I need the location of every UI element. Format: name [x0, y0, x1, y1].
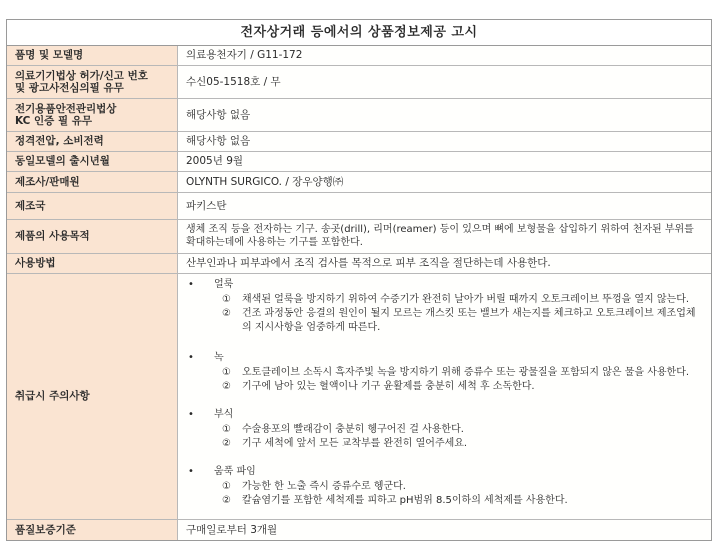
table-row — [7, 151, 711, 171]
table-row — [7, 253, 711, 273]
row-value: 해당사항 없음 — [178, 131, 712, 151]
item-number: ② — [222, 380, 231, 392]
care-section-heading: 얼룩 — [214, 278, 234, 290]
table-row — [7, 98, 711, 131]
bullet-icon: • — [188, 465, 194, 477]
care-item — [222, 366, 703, 380]
row-label: 품명 및 모델명 — [7, 46, 178, 65]
row-label: 취급시 주의사항 — [7, 273, 178, 519]
care-section-heading: 부식 — [214, 408, 234, 420]
item-number: ① — [222, 366, 231, 378]
item-number: ② — [222, 437, 231, 449]
row-value: OLYNTH SURGICO. / 장우양행㈜ — [178, 171, 712, 192]
row-label: 제조국 — [7, 192, 178, 219]
table-row — [7, 192, 711, 219]
care-item — [222, 380, 703, 394]
product-info-notice — [6, 19, 712, 541]
bullet-icon: • — [188, 408, 194, 420]
care-section — [186, 408, 703, 451]
care-section — [186, 465, 703, 508]
section-spacer — [186, 394, 703, 408]
care-item-text: 기구 세척에 앞서 모든 교착부를 완전히 열어주세요. — [242, 437, 468, 449]
row-label: 제품의 사용목적 — [7, 219, 178, 253]
row-value: 2005년 9월 — [178, 151, 712, 171]
care-item-text: 건조 과정동안 응결의 원인이 될지 모르는 개스킷 또는 밸브가 새는지를 체크하고 오토크레이브 제조업체의 지시사항을 엄중하게 따른다. — [242, 307, 696, 333]
table-row — [7, 65, 711, 98]
item-number: ① — [222, 423, 231, 435]
row-value: 구매일로부터 3개월 — [178, 519, 712, 540]
row-label: 정격전압, 소비전력 — [7, 131, 178, 151]
section-spacer — [186, 451, 703, 465]
item-number: ① — [222, 293, 231, 305]
care-item — [222, 437, 703, 451]
table-row — [7, 171, 711, 192]
row-value: 수신05-1518호 / 무 — [178, 65, 712, 98]
row-label: 동일모델의 출시년월 — [7, 151, 178, 171]
row-label: 의료기기법상 허가/신고 번호 및 광고사전심의필 유무 — [7, 65, 178, 98]
row-value: 생체 조직 등을 전자하는 기구. 송곳(drill), 리머(reamer) 등이 있으며 뼈에 보형물을 삽입하기 위하여 천자된 부위를 확대하는데에 사용하는 기구를 포함한다. — [178, 219, 712, 253]
row-label: 사용방법 — [7, 253, 178, 273]
item-number: ② — [222, 307, 231, 319]
table-row — [7, 519, 711, 540]
care-item — [222, 494, 703, 508]
item-number: ② — [222, 494, 231, 506]
care-item — [222, 480, 703, 494]
care-item — [222, 307, 703, 335]
table-row — [7, 131, 711, 151]
section-spacer — [186, 335, 703, 351]
row-value: 의료용천자기 / G11-172 — [178, 46, 712, 65]
care-item-text: 칼슘염기를 포함한 세척제를 피하고 pH범위 8.5이하의 세척제를 사용한다. — [242, 494, 568, 506]
table-row — [7, 273, 711, 519]
bullet-icon: • — [188, 351, 194, 363]
care-item-text: 오토클레이브 소독시 흑자주빛 녹을 방지하기 위해 증류수 또는 광물질을 포함되지 않은 물을 사용한다. — [242, 366, 690, 378]
item-number: ① — [222, 480, 231, 492]
row-value: 해당사항 없음 — [178, 98, 712, 131]
care-item-text: 수술용포의 빨래감이 충분히 헹구어진 걸 사용한다. — [242, 423, 464, 435]
care-section-heading: 움푹 파임 — [214, 465, 256, 477]
care-section — [186, 351, 703, 394]
row-value: 파키스탄 — [178, 192, 712, 219]
care-section — [186, 278, 703, 335]
care-item — [222, 293, 703, 307]
notice-title: 전자상거래 등에서의 상품정보제공 고시 — [7, 20, 711, 46]
care-item-text: 채색된 얼룩을 방지하기 위하여 수증기가 완전히 날아가 버릴 때까지 오토크레이브 뚜껑을 열지 않는다. — [242, 293, 690, 305]
row-label: 전기용품안전관리법상 KC 인증 필 유무 — [7, 98, 178, 131]
bullet-icon: • — [188, 278, 194, 290]
info-table — [7, 46, 711, 540]
care-item-text: 가능한 한 노출 즉시 증류수로 헹군다. — [242, 480, 406, 492]
row-value: 산부인과나 피부과에서 조직 검사를 목적으로 피부 조직을 절단하는데 사용한다. — [178, 253, 712, 273]
table-row — [7, 219, 711, 253]
care-instructions — [178, 273, 712, 519]
care-section-heading: 녹 — [214, 351, 224, 363]
table-row — [7, 46, 711, 65]
care-item — [222, 423, 703, 437]
row-label: 제조사/판매원 — [7, 171, 178, 192]
care-item-text: 기구에 남아 있는 혈액이나 기구 윤활제를 충분히 세척 후 소독한다. — [242, 380, 535, 392]
row-label: 품질보증기준 — [7, 519, 178, 540]
